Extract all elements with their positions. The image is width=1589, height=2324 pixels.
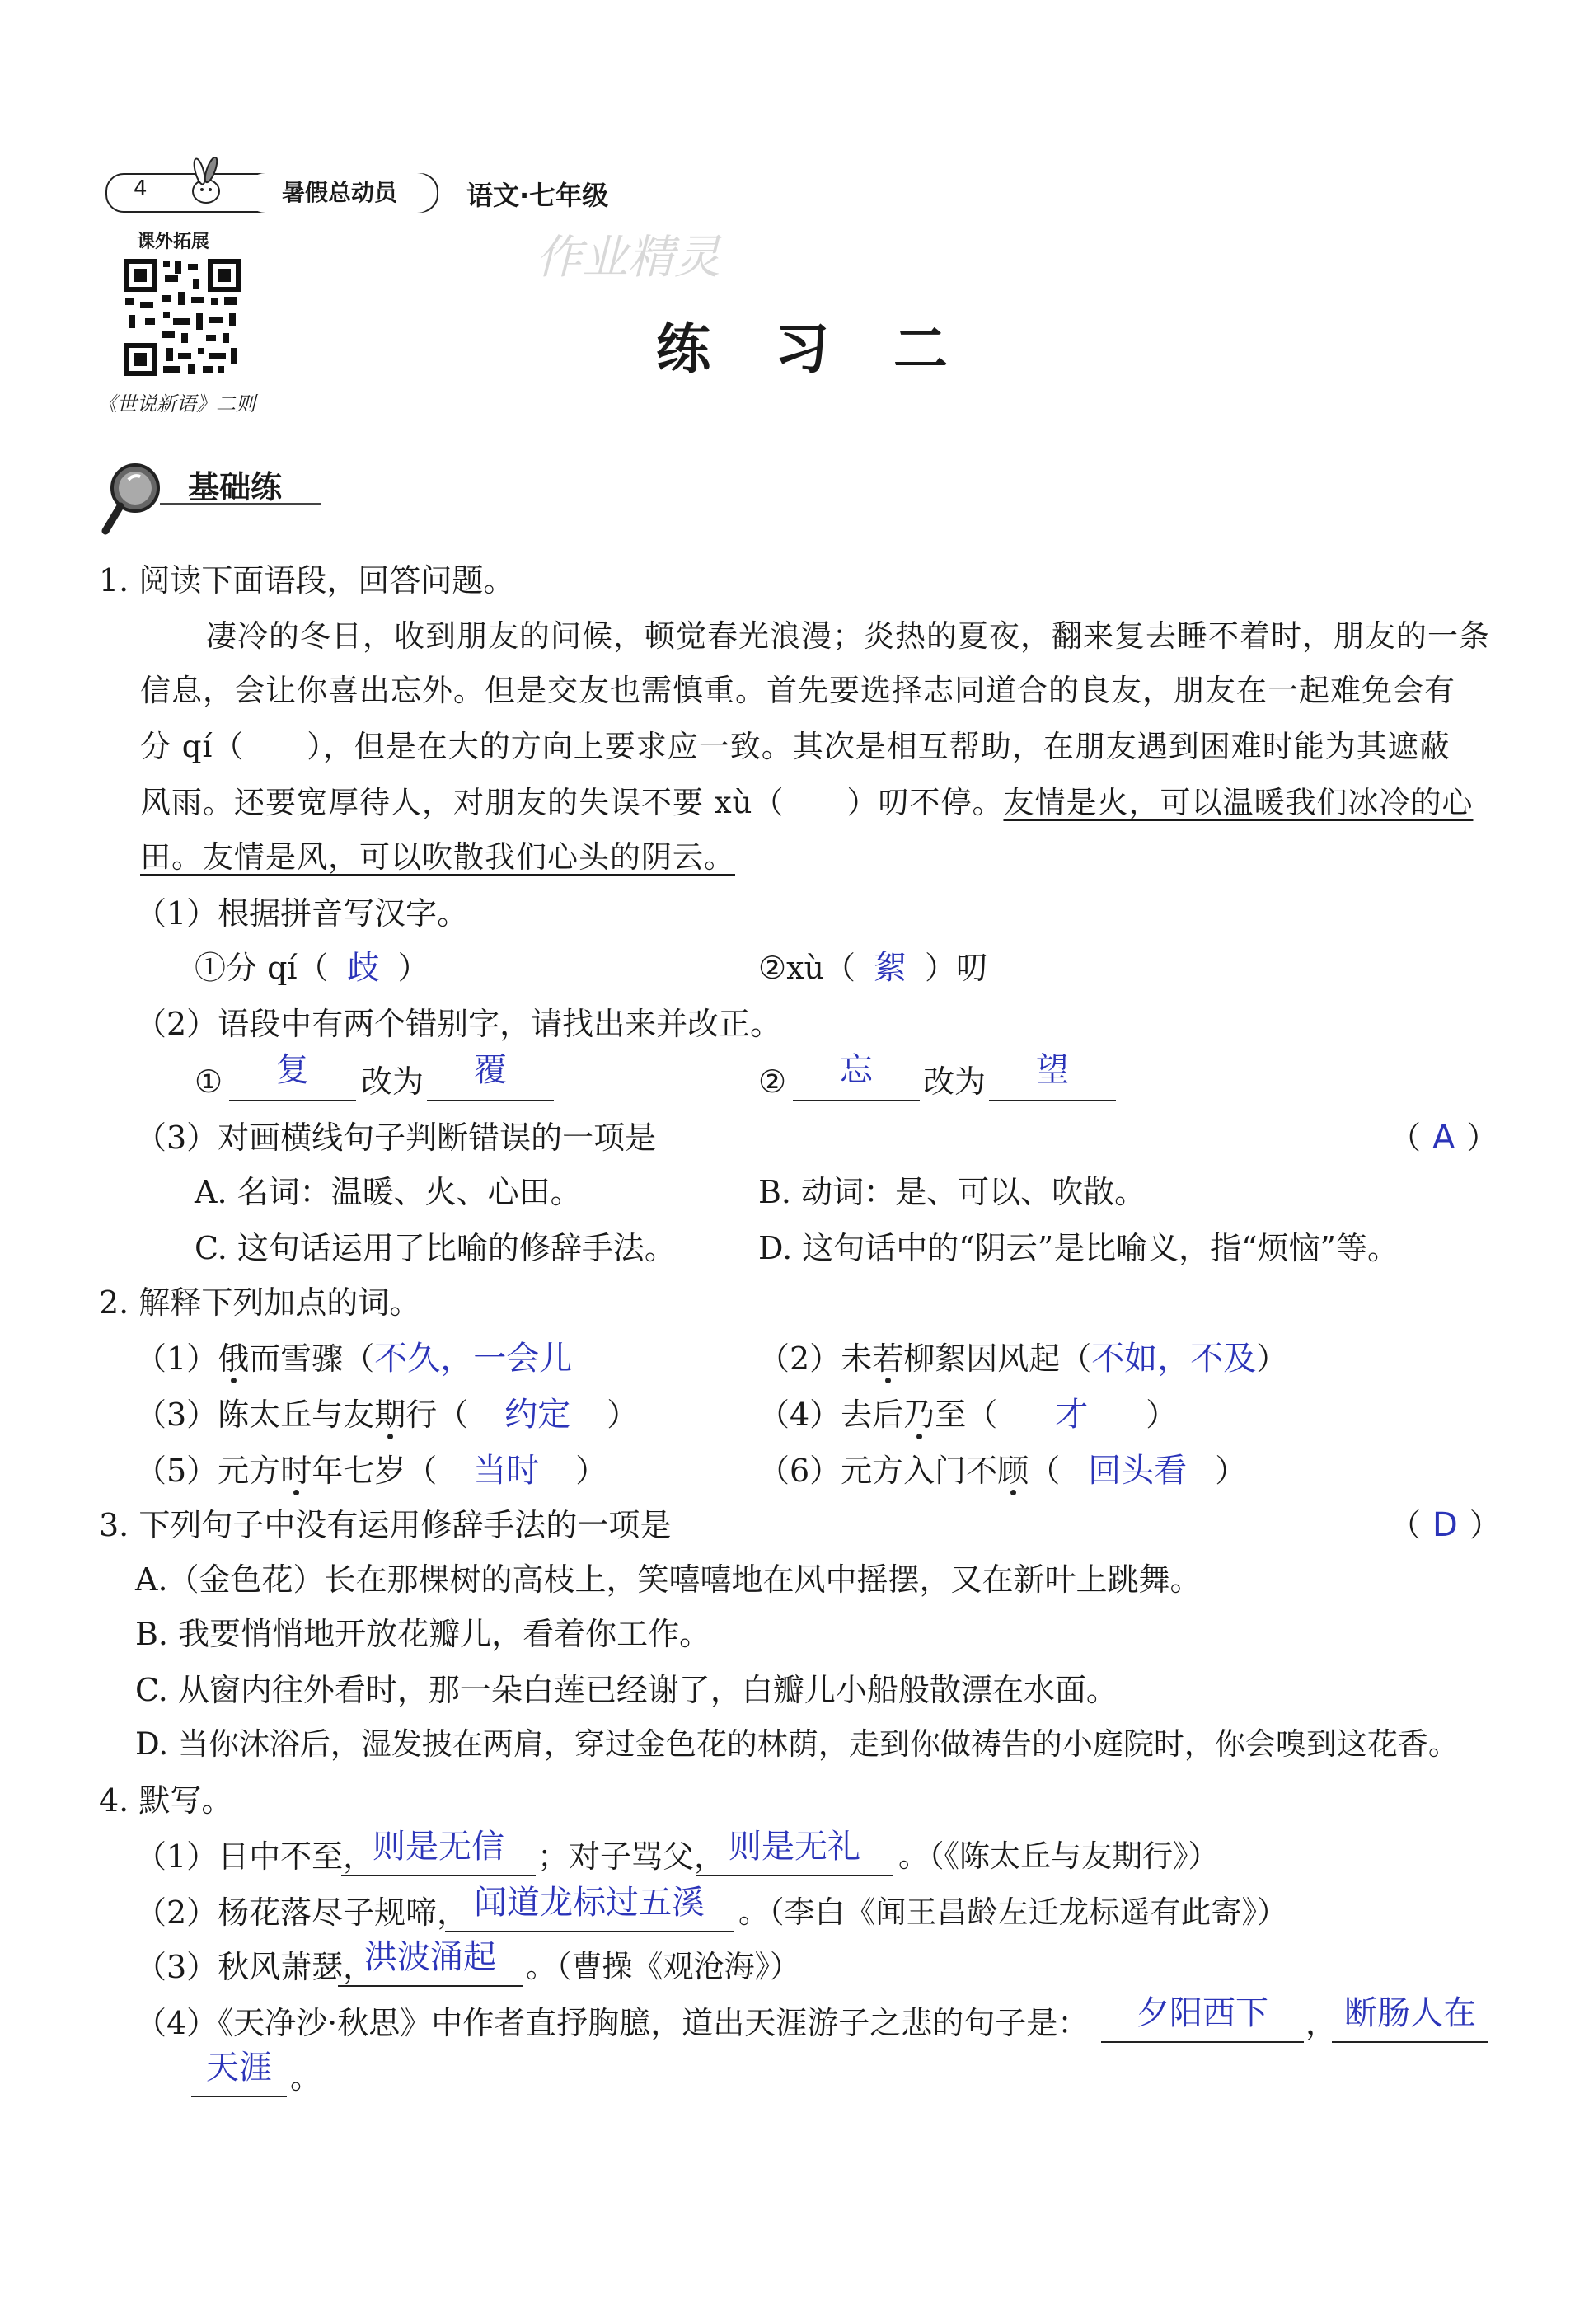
- q4-line1-post: 。（《陈太丘与友期行》）: [898, 1838, 1219, 1874]
- q1-sub2-a-blank2: [427, 1100, 554, 1101]
- q2-item1-dotted: 俄: [218, 1340, 250, 1377]
- q1-opt-b: B. 动词：是、可以、吹散。: [758, 1174, 1146, 1210]
- q1-sub3-answer: A: [1432, 1119, 1455, 1157]
- q1-sub2-b-right: 望: [1036, 1051, 1069, 1089]
- q2-item5-num: （5）元方: [135, 1453, 281, 1489]
- q1-sub2-a-wrong: 复: [276, 1051, 309, 1089]
- q2-item4-text: 至（: [935, 1397, 998, 1433]
- q1-sub1-b-answer: 絮: [873, 949, 907, 987]
- q2-item4-answer: 才: [1055, 1396, 1089, 1434]
- q1-underlined-sentence-1: 友情是火，可以温暖我们冰冷的心: [1003, 785, 1474, 820]
- q1-sub2-stem: （2）语段中有两个错别字，请找出来并改正。: [135, 1006, 782, 1042]
- q2-item4-num: （4）去后: [758, 1397, 904, 1433]
- magnifier-icon: [99, 455, 168, 538]
- q3-stem: 3. 下列句子中没有运用修辞手法的一项是: [99, 1507, 672, 1543]
- q2-item3-num: （3）陈太丘与友: [135, 1397, 375, 1433]
- q4-line2-post: 。（李白《闻王昌龄左迁龙标遥有此寄》）: [738, 1894, 1287, 1930]
- q2-item4-close: ）: [1146, 1397, 1178, 1433]
- q4-line4-answer3: 天涯: [206, 2049, 272, 2087]
- q2-item3: [135, 1395, 638, 1434]
- q1-opt-d: D. 这句话中的“阴云”是比喻义，指“烦恼”等。: [758, 1230, 1399, 1266]
- q1-sub1-a: [195, 948, 429, 988]
- q1-sub3-stem: （3）对画横线句子判断错误的一项是: [135, 1120, 657, 1156]
- q2-item1-num: （1）: [135, 1340, 218, 1377]
- q2-item6-num: （6）元方入门不: [758, 1453, 998, 1489]
- q1-para-line3: 分 qí（ ），但是在大的方向上要求应一致。其次是相互帮助，在朋友遇到困难时能为其遮蔽: [140, 729, 1451, 764]
- q2-item2-dotted: 若: [872, 1340, 904, 1377]
- q2-item5-close: ）: [575, 1453, 607, 1489]
- q1-para-line4-text: 风雨。还要宽厚待人，对朋友的失误不要 xù（ ）叨不停。: [140, 785, 1004, 820]
- q1-opt-a: A. 名词：温暖、火、心田。: [195, 1174, 582, 1210]
- qr-label: 课外拓展: [137, 232, 210, 252]
- q1-para-line4: [140, 783, 1473, 823]
- q3-answer-box: [1390, 1505, 1501, 1545]
- q1-sub3-answer-box: [1390, 1118, 1498, 1157]
- q2-item6-dotted: 顾: [997, 1453, 1029, 1489]
- q2-item6-close: ）: [1215, 1453, 1247, 1489]
- q4-line4-blank2: [1332, 2041, 1488, 2043]
- q4-line2-pre: （2）杨花落尽子规啼，: [135, 1894, 469, 1931]
- q3-option-d: D. 当你沐浴后，湿发披在两肩，穿过金色花的林荫，走到你做祷告的小庭院时，你会嗅到这花香。: [135, 1726, 1459, 1762]
- paren-close: ）: [1466, 1120, 1498, 1156]
- q1-sub1-a-prompt: ①分 qí（: [195, 950, 329, 986]
- q2-item5-dotted: 时: [280, 1453, 312, 1489]
- q1-sub2-b-mid: 改为: [923, 1063, 987, 1100]
- rabbit-mascot-icon: [181, 157, 231, 209]
- q4-line1-blank1: [341, 1875, 536, 1876]
- q1-opt-c: C. 这句话运用了比喻的修辞手法。: [195, 1230, 676, 1266]
- q1-para-line2: 信息，会让你喜出忘外。但是交友也需慎重。首先要选择志同道合的良友，朋友在一起难免会有: [140, 673, 1455, 708]
- page-title: 练 习 二: [656, 317, 953, 381]
- q2-item1-text: 而雪骤（: [249, 1340, 375, 1377]
- section-title: 基础练: [188, 469, 283, 505]
- qr-caption: 《世说新语》二则: [97, 392, 255, 416]
- q4-line4-blank3: [191, 2096, 287, 2097]
- q4-line3-answer: 洪波涌起: [364, 1938, 496, 1976]
- q1-sub1-b-prompt: ②xù（: [758, 950, 855, 986]
- q1-sub2-a-right: 覆: [474, 1051, 507, 1089]
- q2-item6-answer: 回头看: [1088, 1452, 1188, 1490]
- paren-open: （: [1390, 1120, 1422, 1156]
- qr-code-icon[interactable]: [120, 256, 244, 379]
- q2-item3-dotted: 期: [374, 1397, 406, 1433]
- q1-sub1-a-answer: 歧: [346, 949, 380, 987]
- q1-sub2-b-blank1: [793, 1100, 920, 1101]
- q4-stem: 4. 默写。: [99, 1782, 233, 1819]
- q1-sub2-b-blank2: [989, 1100, 1116, 1101]
- q4-line2-answer: 闻道龙标过五溪: [474, 1884, 705, 1922]
- q4-line4-post: 。: [290, 2059, 322, 2096]
- q1-underlined-sentence-2: 田。友情是风，可以吹散我们心头的阴云。: [140, 839, 735, 875]
- q4-line1-answer2: 则是无礼: [729, 1828, 860, 1866]
- watermark: 作业精灵: [536, 231, 720, 284]
- q1-sub1-b: [758, 948, 987, 988]
- q1-para-line1: 凄冷的冬日，收到朋友的问候，顿觉春光浪漫；炎热的夏夜，翻来复去睡不着时，朋友的一条: [206, 618, 1490, 654]
- q2-item5: [135, 1451, 607, 1491]
- q1-sub2-b-num: ②: [758, 1063, 787, 1100]
- q2-item4-dotted: 乃: [903, 1397, 935, 1433]
- q2-item5-text: 年七岁（: [312, 1453, 438, 1489]
- q2-item1-answer: 不久，一会儿: [374, 1340, 573, 1378]
- q4-line4-answer1: 夕阳西下: [1137, 1994, 1268, 2032]
- q4-line4-blank1: [1101, 2041, 1304, 2043]
- q4-line2-blank: [445, 1931, 734, 1932]
- q1-sub2-a-num: ①: [195, 1063, 223, 1100]
- paren-open: （: [1390, 1507, 1422, 1543]
- q4-line3-blank: [338, 1985, 523, 1987]
- q3-answer: D: [1432, 1506, 1458, 1544]
- q4-line4-comma: ，: [1305, 2005, 1338, 2041]
- q1-sub1-stem: （1）根据拼音写汉字。: [135, 895, 469, 932]
- q4-line1-pre: （1）日中不至，: [135, 1838, 375, 1875]
- q1-sub1-a-close: ）: [397, 950, 429, 986]
- q2-item2-num: （2）未: [758, 1340, 873, 1377]
- q2-item5-answer: 当时: [473, 1452, 540, 1490]
- q1-stem: 1. 阅读下面语段，回答问题。: [99, 562, 515, 599]
- q4-line3-post: 。（曹操《观沧海》）: [526, 1949, 800, 1984]
- q1-sub2-b-wrong: 忘: [840, 1051, 873, 1089]
- q4-line3-pre: （3）秋风萧瑟，: [135, 1949, 375, 1985]
- q4-line4-pre: （4）《天净沙·秋思》中作者直抒胸臆，道出天涯游子之悲的句子是：: [135, 2005, 1090, 2041]
- book-title: 暑假总动员: [282, 179, 398, 206]
- page-number: 4: [134, 176, 148, 201]
- q2-item2-answer: 不如，不及: [1091, 1340, 1257, 1378]
- q2-item3-close: ）: [607, 1397, 639, 1433]
- q1-sub1-b-close: ）叨: [924, 950, 987, 986]
- q2-item2: [758, 1339, 1287, 1378]
- q4-line1-blank2: [696, 1875, 893, 1876]
- q2-item3-text: 行（: [405, 1397, 469, 1433]
- q3-option-a: A.（金色花）长在那棵树的高枝上，笑嘻嘻地在风中摇摆，又在新叶上跳舞。: [135, 1561, 1202, 1598]
- q2-item2-close: ）: [1256, 1340, 1288, 1377]
- q2-item4: [758, 1395, 1177, 1434]
- q4-line1-answer1: 则是无信: [373, 1828, 504, 1866]
- q3-option-c: C. 从窗内往外看时，那一朵白莲已经谢了，白瓣儿小船般散漂在水面。: [135, 1672, 1118, 1708]
- q1-sub2-a-mid: 改为: [361, 1063, 424, 1100]
- q2-item3-answer: 约定: [504, 1396, 571, 1434]
- q2-item6: [758, 1451, 1246, 1491]
- q4-line1-mid: ；对子骂父，: [537, 1838, 726, 1875]
- q2-item2-text: 柳絮因风起（: [903, 1340, 1092, 1377]
- q2-item1: [135, 1339, 572, 1378]
- subject-label: 语文·七年级: [466, 180, 609, 211]
- q4-line4-answer2: 断肠人在: [1344, 1994, 1476, 2032]
- q3-option-b: B. 我要悄悄地开放花瓣儿，看着你工作。: [135, 1616, 711, 1652]
- q1-sub2-a-blank1: [229, 1100, 356, 1101]
- paren-close: ）: [1469, 1507, 1501, 1543]
- q2-item6-text: （: [1029, 1453, 1061, 1489]
- q2-stem: 2. 解释下列加点的词。: [99, 1284, 421, 1321]
